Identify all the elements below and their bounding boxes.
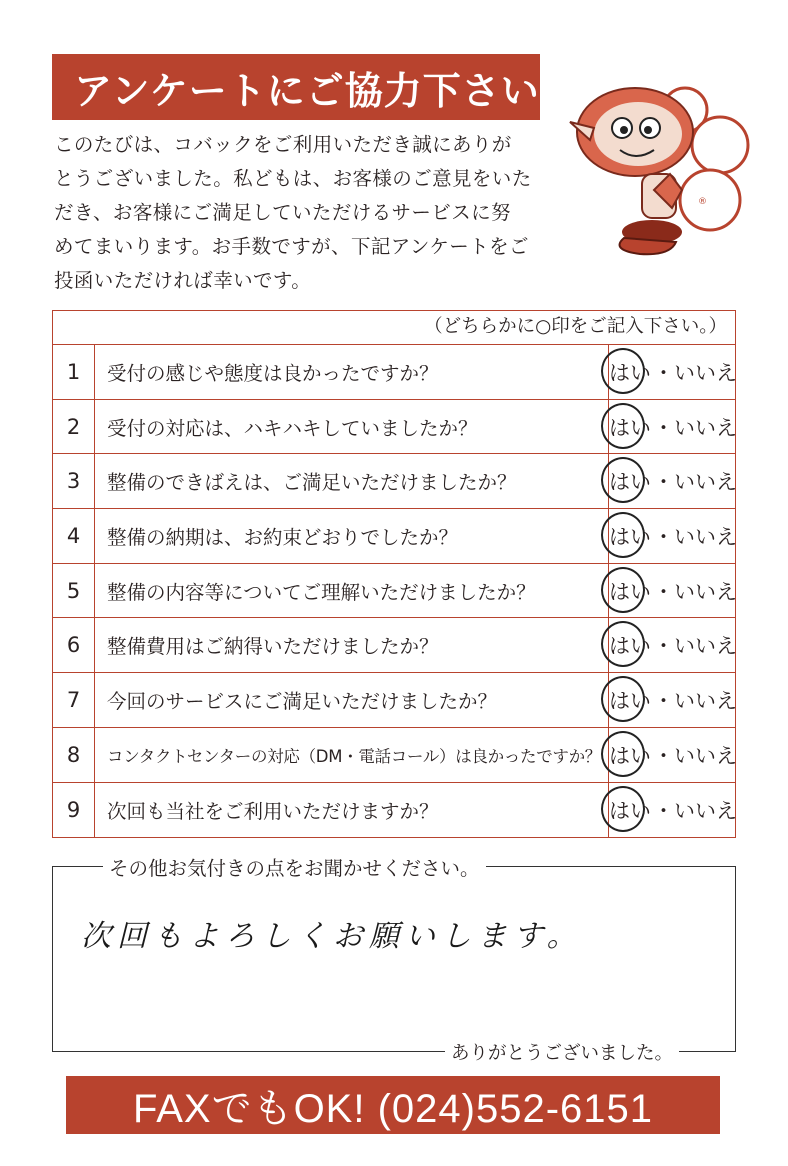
survey-title: アンケートにご協力下さい bbox=[52, 54, 540, 120]
question-number: 8 bbox=[53, 728, 95, 782]
answer-no-option[interactable]: いいえ bbox=[674, 688, 737, 713]
answer-separator: ・ bbox=[653, 360, 674, 385]
answer-yes-option[interactable] bbox=[607, 466, 653, 496]
question-row bbox=[53, 345, 735, 400]
question-number: 7 bbox=[53, 673, 95, 727]
question-text: 整備の内容等についてご理解いただけましたか？ bbox=[95, 564, 609, 618]
answer-no-option[interactable]: いいえ bbox=[674, 524, 737, 549]
survey-instruction: （どちらかに○印をご記入下さい。） bbox=[53, 311, 735, 345]
answer-separator: ・ bbox=[653, 688, 674, 713]
answer-no-option[interactable]: いいえ bbox=[674, 415, 737, 440]
answer-no-option[interactable]: いいえ bbox=[674, 579, 737, 604]
question-row bbox=[53, 783, 735, 838]
answer-yes-label: はい bbox=[609, 634, 651, 659]
question-row bbox=[53, 564, 735, 619]
answer-no-option[interactable]: いいえ bbox=[674, 743, 737, 768]
answer-yes-option[interactable] bbox=[607, 685, 653, 715]
answer-separator: ・ bbox=[653, 415, 674, 440]
answer-no-option[interactable]: いいえ bbox=[674, 798, 737, 823]
intro-line: だき、お客様にご満足していただけるサービスに努 bbox=[54, 201, 511, 224]
answer-yes-label: はい bbox=[609, 579, 651, 604]
answer-no-option[interactable]: いいえ bbox=[674, 634, 737, 659]
handwritten-comment: 次回もよろしくお願いします。 bbox=[81, 919, 583, 954]
answer-options bbox=[609, 728, 735, 782]
question-number: 1 bbox=[53, 345, 95, 399]
mascot-illustration bbox=[550, 70, 755, 270]
answer-separator: ・ bbox=[653, 798, 674, 823]
answer-yes-option[interactable] bbox=[607, 412, 653, 442]
answer-yes-option[interactable] bbox=[607, 576, 653, 606]
question-row bbox=[53, 728, 735, 783]
answer-options bbox=[609, 400, 735, 454]
intro-line: とうございました。私どもは、お客様のご意見をいた bbox=[54, 167, 532, 190]
answer-separator: ・ bbox=[653, 524, 674, 549]
answer-options bbox=[609, 509, 735, 563]
question-number: 4 bbox=[53, 509, 95, 563]
answer-separator: ・ bbox=[653, 634, 674, 659]
closing-thanks: ありがとうございました。 bbox=[445, 1039, 679, 1065]
fax-banner: FAXでもOK! (024)552-6151 bbox=[66, 1076, 720, 1134]
answer-no-option[interactable]: いいえ bbox=[674, 360, 737, 385]
question-number: 3 bbox=[53, 454, 95, 508]
answer-yes-label: はい bbox=[609, 415, 651, 440]
svg-text:®: ® bbox=[698, 197, 707, 207]
answer-options bbox=[609, 618, 735, 672]
answer-yes-label: はい bbox=[609, 360, 651, 385]
question-number: 2 bbox=[53, 400, 95, 454]
answer-yes-option[interactable] bbox=[607, 357, 653, 387]
question-number: 6 bbox=[53, 618, 95, 672]
question-text: 今回のサービスにご満足いただけましたか？ bbox=[95, 673, 609, 727]
answer-yes-option[interactable] bbox=[607, 740, 653, 770]
comment-box[interactable] bbox=[52, 857, 736, 1064]
question-text: コンタクトセンターの対応（DM・電話コール）は良かったですか？ bbox=[95, 728, 609, 782]
answer-yes-label: はい bbox=[609, 470, 651, 495]
question-text: 整備のできばえは、ご満足いただけましたか？ bbox=[95, 454, 609, 508]
question-row bbox=[53, 454, 735, 509]
question-text: 整備の納期は、お約束どおりでしたか？ bbox=[95, 509, 609, 563]
survey-table bbox=[52, 310, 736, 838]
answer-yes-option[interactable] bbox=[607, 521, 653, 551]
answer-options bbox=[609, 564, 735, 618]
answer-options bbox=[609, 673, 735, 727]
answer-separator: ・ bbox=[653, 743, 674, 768]
answer-options bbox=[609, 783, 735, 838]
answer-yes-label: はい bbox=[609, 743, 651, 768]
intro-text bbox=[54, 128, 554, 298]
answer-no-option[interactable]: いいえ bbox=[674, 470, 737, 495]
comment-label: その他お気付きの点をお聞かせください。 bbox=[103, 853, 486, 881]
question-text: 受付の感じや態度は良かったですか？ bbox=[95, 345, 609, 399]
answer-options bbox=[609, 345, 735, 399]
question-text: 次回も当社をご利用いただけますか？ bbox=[95, 783, 609, 838]
question-number: 5 bbox=[53, 564, 95, 618]
question-text: 整備費用はご納得いただけましたか？ bbox=[95, 618, 609, 672]
intro-line: このたびは、コバックをご利用いただき誠にありが bbox=[54, 133, 512, 156]
answer-separator: ・ bbox=[653, 579, 674, 604]
answer-options bbox=[609, 454, 735, 508]
question-row bbox=[53, 509, 735, 564]
answer-yes-label: はい bbox=[609, 798, 651, 823]
question-row bbox=[53, 618, 735, 673]
answer-separator: ・ bbox=[653, 470, 674, 495]
question-row bbox=[53, 400, 735, 455]
answer-yes-option[interactable] bbox=[607, 795, 653, 825]
question-text: 受付の対応は、ハキハキしていましたか？ bbox=[95, 400, 609, 454]
question-row bbox=[53, 673, 735, 728]
question-number: 9 bbox=[53, 783, 95, 838]
intro-line: めてまいります。お手数ですが、下記アンケートをご bbox=[54, 235, 529, 258]
answer-yes-option[interactable] bbox=[607, 630, 653, 660]
answer-yes-label: はい bbox=[609, 688, 651, 713]
intro-line: 投函いただければ幸いです。 bbox=[54, 269, 312, 292]
answer-yes-label: はい bbox=[609, 524, 651, 549]
